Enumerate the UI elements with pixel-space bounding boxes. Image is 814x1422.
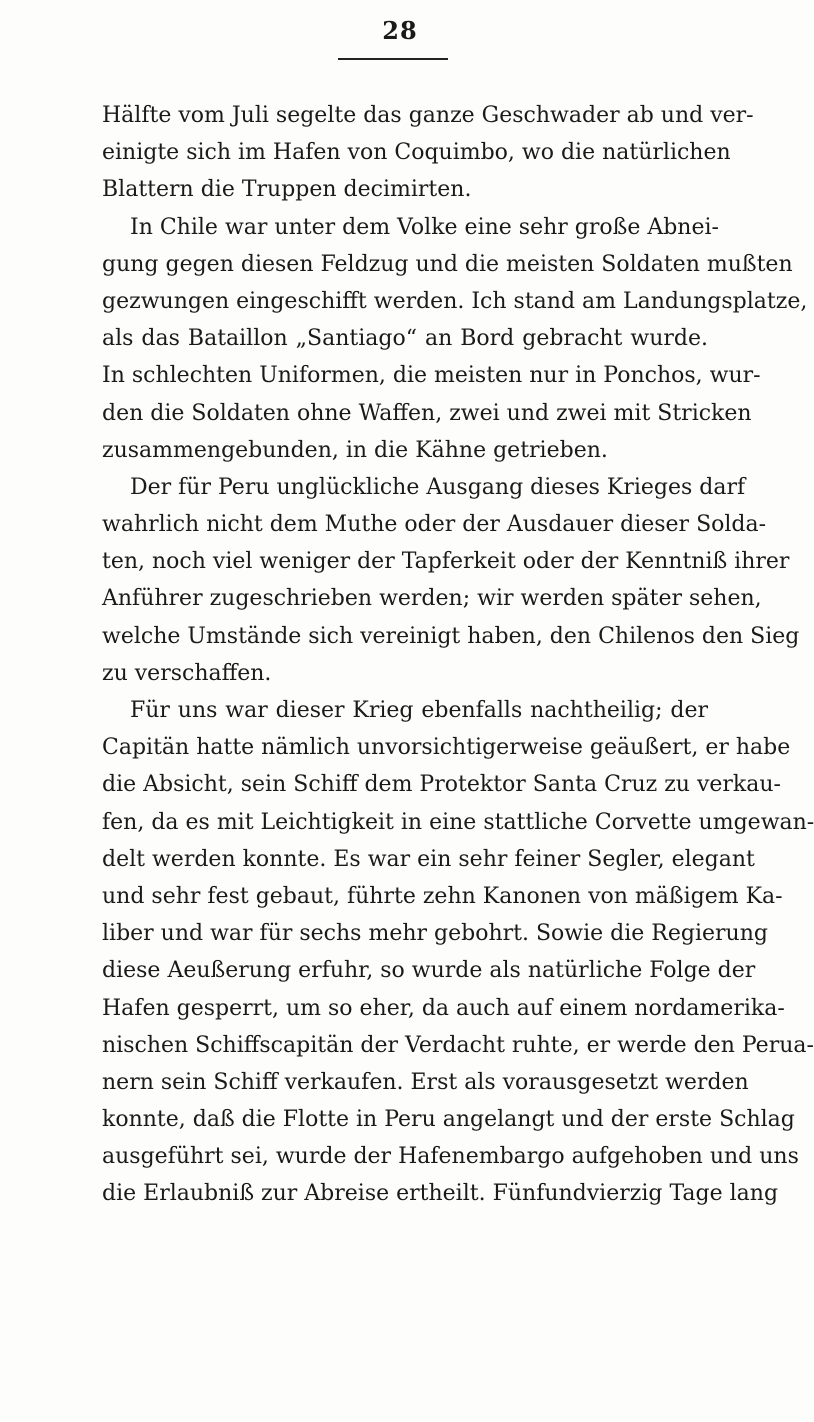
text-line: diese Aeußerung erfuhr, so wurde als natürliche Folge der — [102, 958, 756, 984]
text-line: welche Umstände sich vereinigt haben, den Chilenos den Sieg — [102, 623, 800, 649]
text-line: die Absicht, sein Schiff dem Protektor Santa Cruz zu verkau- — [102, 772, 781, 798]
text-line: zu verschaffen. — [102, 660, 272, 686]
text-line: Für uns war dieser Krieg ebenfalls nachtheilig; der — [130, 698, 708, 723]
text-line: Hälfte vom Juli segelte das ganze Geschwader ab und ver- — [102, 103, 754, 128]
text-line: ten, noch viel weniger der Tapferkeit oder der Kenntniß ihrer — [102, 549, 790, 575]
text-line: In schlechten Uniformen, die meisten nur in Ponchos, wur- — [102, 363, 761, 389]
text-line: gezwungen eingeschifft werden. Ich stand am Landungsplatze, — [102, 288, 808, 314]
text-line: zusammengebunden, in die Kähne getrieben. — [102, 437, 608, 463]
text-line: und sehr fest gebaut, führte zehn Kanonen von mäßigem Ka- — [102, 883, 783, 909]
text-line: einigte sich im Hafen von Coquimbo, wo die natürlichen — [102, 140, 731, 166]
text-line: die Erlaubniß zur Abreise ertheilt. Fünfundvierzig Tage lang — [102, 1181, 779, 1207]
text-line: gung gegen diesen Feldzug und die meisten Soldaten mußten — [102, 251, 793, 277]
text-line: ausgeführt sei, wurde der Hafenembargo aufgehoben und uns — [102, 1144, 799, 1170]
header-rule — [338, 58, 448, 60]
text-line: liber und war für sechs mehr gebohrt. Sowie die Regierung — [102, 921, 768, 947]
text-line: Der für Peru unglückliche Ausgang dieses Krieges darf — [130, 474, 746, 500]
text-body — [102, 97, 814, 1213]
page-number: 28 — [382, 16, 418, 45]
text-line: fen, da es mit Leichtigkeit in eine stattliche Corvette umgewan- — [102, 809, 814, 835]
text-line: nischen Schiffscapitän der Verdacht ruhte, er werde den Perua- — [102, 1032, 814, 1058]
text-line: als das Bataillon „Santiago“ an Bord gebracht wurde. — [102, 326, 708, 352]
text-line: Hafen gesperrt, um so eher, da auch auf einem nordamerika- — [102, 995, 785, 1021]
text-line: den die Soldaten ohne Waffen, zwei und zwei mit Stricken — [102, 400, 752, 426]
text-line: In Chile war unter dem Volke eine sehr große Abnei- — [130, 214, 719, 240]
text-line: Anführer zugeschrieben werden; wir werden später sehen, — [102, 586, 762, 612]
text-line: delt werden konnte. Es war ein sehr feiner Segler, elegant — [102, 846, 755, 872]
text-line: Capitän hatte nämlich unvorsichtigerweise geäußert, er habe — [102, 735, 791, 761]
text-line: Blattern die Truppen decimirten. — [102, 177, 472, 203]
text-line: wahrlich nicht dem Muthe oder der Ausdauer dieser Solda- — [102, 512, 767, 538]
text-line: konnte, daß die Flotte in Peru angelangt und der erste Schlag — [102, 1107, 795, 1133]
text-line: nern sein Schiff verkaufen. Erst als vorausgesetzt werden — [102, 1069, 749, 1095]
